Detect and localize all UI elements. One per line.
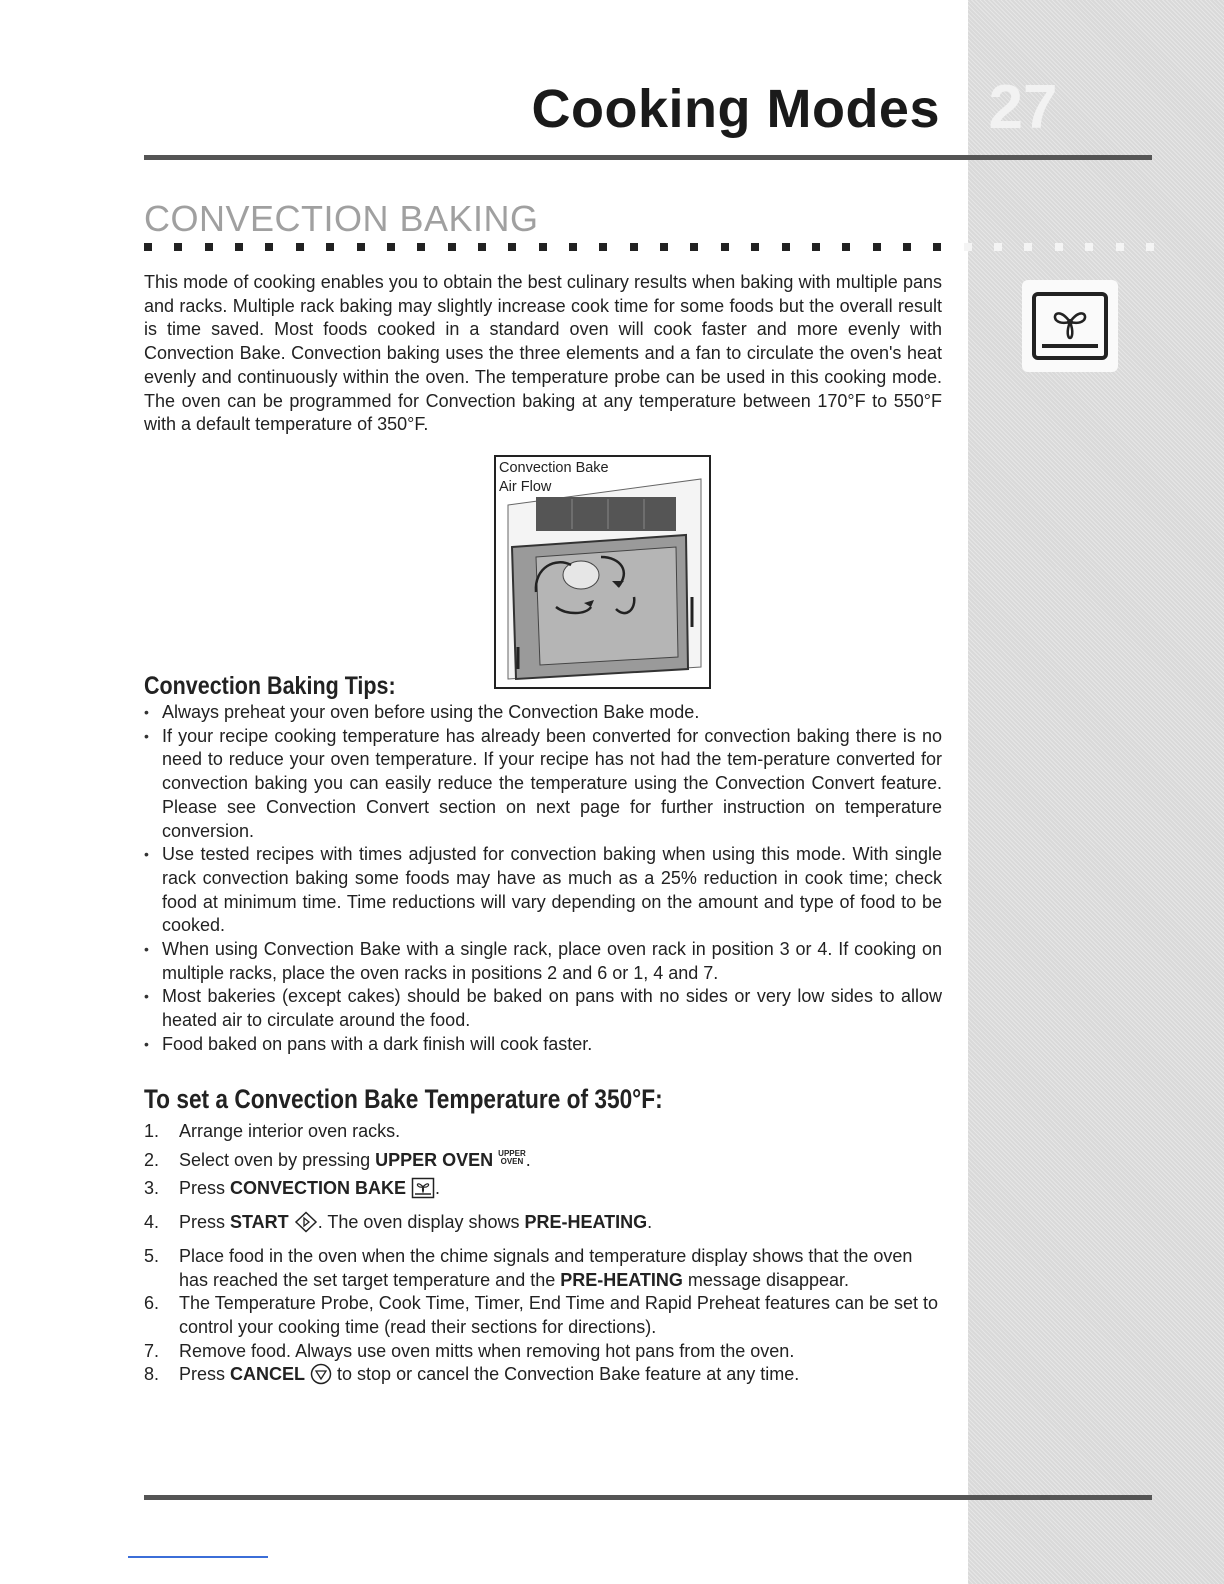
- page-title: Cooking Modes: [531, 79, 940, 139]
- step-7: 7. Remove food. Always use oven mitts when removing hot pans from the oven.: [144, 1340, 795, 1361]
- page-number: 27: [988, 73, 1058, 142]
- list-item: • When using Convection Bake with a single rack, place oven rack in position 3 or 4. If cooking on multiple racks, place the oven racks in positions 2 and 6 or 1, 4 and 7.: [144, 938, 942, 985]
- cancel-icon: [310, 1363, 332, 1392]
- list-item: • Food baked on pans with a dark finish will cook faster.: [144, 1033, 942, 1057]
- header-rule: [144, 155, 1152, 160]
- steps-list: [144, 1120, 942, 1397]
- list-item: • Use tested recipes with times adjusted for convection baking when using this mode. With single rack convection baking some foods may have as much as a 25% reduction in cook time; check food at minimum time. Time reductions will vary depending on the amount and type of food to be cooked.: [144, 843, 942, 938]
- steps-heading: To set a Convection Bake Temperature of 350°F:: [144, 1084, 663, 1114]
- footer-link-line: [128, 1556, 268, 1558]
- tips-heading: Convection Baking Tips:: [144, 672, 396, 700]
- list-item: • Most bakeries (except cakes) should be baked on pans with no sides or very low sides to allow heated air to circulate around the food.: [144, 985, 942, 1032]
- convection-bake-key: CONVECTION BAKE: [230, 1178, 407, 1199]
- upper-oven-key: UPPER OVEN: [375, 1149, 494, 1170]
- tips-list: [144, 701, 942, 1057]
- start-icon: [294, 1211, 318, 1240]
- step-3: 3. Press CONVECTION BAKE .: [144, 1177, 942, 1206]
- convection-bake-mode-icon: [1022, 280, 1118, 372]
- step-1: 1. Arrange interior oven racks.: [144, 1121, 401, 1141]
- pre-heating-label: PRE-HEATING: [524, 1212, 648, 1233]
- list-item: • Always preheat your oven before using the Convection Bake mode.: [144, 701, 942, 725]
- step-5: 5. Place food in the oven when the chime signals and temperature display shows that the oven has reached the set target temperature and the PRE-HEATING message disappear.: [144, 1245, 913, 1290]
- upper-oven-icon: UPPER OVEN: [498, 1148, 526, 1166]
- pre-heating-label: PRE-HEATING: [560, 1269, 683, 1290]
- side-band: [968, 0, 1224, 1584]
- step-6: 6. The Temperature Probe, Cook Time, Timer, End Time and Rapid Preheat features can be set to control your cooking time (read their sections for directions).: [144, 1293, 939, 1337]
- step-2: 2. Select oven by pressing UPPER OVEN UPPER OVEN .: [144, 1148, 531, 1170]
- list-item: • If your recipe cooking temperature has already been converted for convection baking there is no need to reduce your oven temperature. If your recipe has not had the tem-perature converted for convection baking you can easily reduce the temperature using the Convection Convert feature. Please see Convection Convert section on next page for further instruction on temperature conversion.: [144, 725, 942, 844]
- footer-rule: [144, 1495, 1152, 1500]
- cancel-key: CANCEL: [230, 1364, 306, 1385]
- intro-paragraph: This mode of cooking enables you to obtain the best culinary results when baking with multiple pans and racks. Multiple rack baking may slightly increase cook time for some foods but the overall result is time saved. Most foods cooked in a standard oven will cook faster and more evenly with Convection Bake. Convection baking uses the three elements and a fan to circulate the oven's heat evenly and continuously within the oven. The temperature probe can be used in this cooking mode. The oven can be programmed for Convection baking at any temperature between 170°F to 550°F with a default temperature of 350°F.: [144, 272, 942, 435]
- dot-divider: [144, 243, 1154, 255]
- convection-bake-icon: [411, 1177, 435, 1206]
- air-flow-figure: [494, 455, 711, 689]
- step-4: 4. Press START . The oven display shows PRE-HEATING.: [144, 1211, 942, 1240]
- step-8: 8. Press CANCEL to stop or cancel the Convection Bake feature at any time.: [144, 1363, 942, 1392]
- section-title: CONVECTION BAKING: [144, 198, 539, 239]
- start-key: START: [230, 1212, 289, 1233]
- figure-caption: Convection Bake Air Flow: [499, 460, 609, 495]
